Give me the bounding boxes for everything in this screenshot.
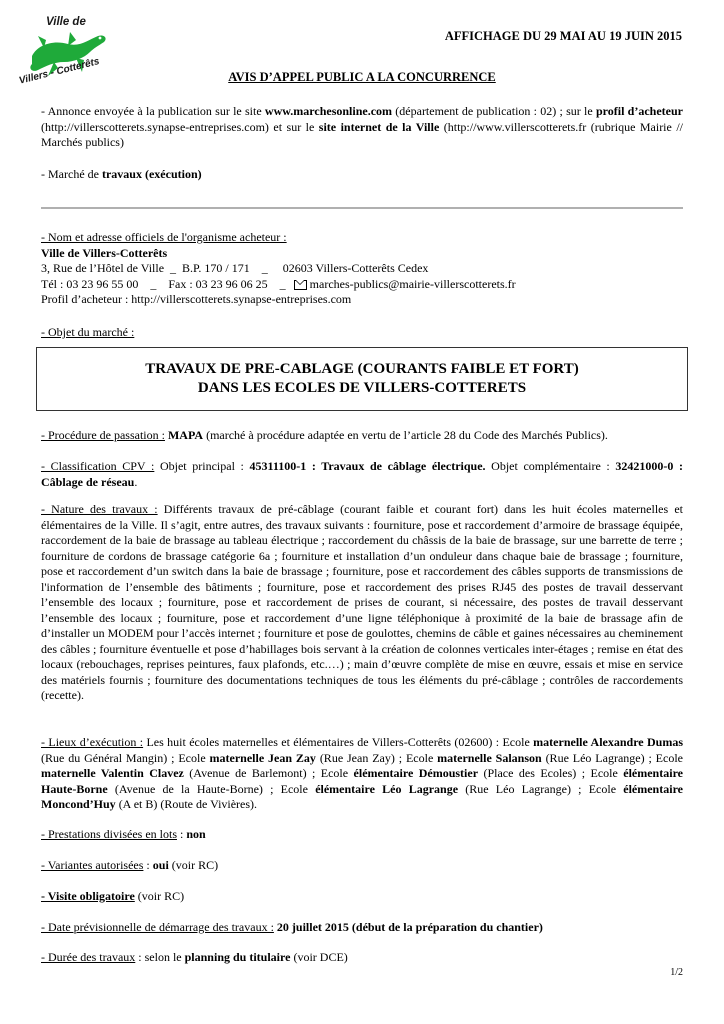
logo-text-ville: Ville de <box>46 16 86 28</box>
organisme-address: 3, Rue de l’Hôtel de Ville _ B.P. 170 / 171 _ 02603 Villers-Cotterêts Cedex <box>41 261 429 275</box>
envelope-icon <box>294 280 307 290</box>
visite-line: - Visite obligatoire (voir RC) <box>41 889 185 903</box>
lieux-paragraph: - Lieux d’exécution : Les huit écoles maternelles et élémentaires de Villers-Cotterêts (02600) : Ecole maternelle Alexandre Dumas (Rue du Général Mangin) ; Ecole maternelle Jean Zay (Rue Jean Zay) ; Ecole maternelle Salanson (Rue Léo Lagrange) ; Ecole maternelle Valentin Clavez (Avenue de Barlemont) ; Ecole élémentaire Démoustier (Place des Ecoles) ; Ecole élémentaire Haute-Borne (Avenue de la Haute-Borne) ; Ecole élémentaire Léo Lagrange (Rue Léo Lagrange) ; Ecole élémentaire Moncond’Huy (A et B) (Route de Vivières). <box>41 735 684 811</box>
section-divider <box>41 207 683 209</box>
organisme-contact: Tél : 03 23 96 55 00 _ Fax : 03 23 96 06 25 _ marches-publics@mairie-villerscotterets.fr <box>41 276 516 291</box>
nature-paragraph: - Nature des travaux : Différents travaux de pré-câblage (courant faible et courant fort) dans les huit écoles maternelles et élémentaires de la Ville. Il s’agit, entre autres, des travaux suivants : fourniture, pose et raccordement d’armoire de brassage équipée, raccordement de la baie de brassage au tableau électrique ; raccordement du châssis de la baie de brassage, sur une barrette de terre ; fourniture de cordons de brassage catégorie 6a ; fourniture et installation d’un onduleur dans chaque baie de brassage ; fourniture, pose et raccordement d’un switch dans la baie de brassage ; fourniture, pose et raccordement des câbles supports de transmissions de l'information de l’ensemble des bâtiments ; fourniture, pose et raccordement des prises RJ45 des postes de travail desservant l’ensemble des locaux ; fourniture, pose et raccordement de prises de courant, si nécessaire, des postes de travail desservant l’ensemble des locaux ; fourniture, pose et raccordement d’une ligne téléphonique à proximité de la baie de brassage afin de d’installer un MODEM pour l’accès internet ; fourniture et pose de goulottes, chemins de câble et gaines nécessaires au cheminement des câbles ; fourniture éventuelle et pose d’habillages bois servant à la création de colonnes verticales inter-étages ; remise en état des locaux (rebouchages, reprises peintures, faux plafonds, etc.…) ; main d’œuvre complète de mise en œuvre, essais et mise en service des matériels fournis ; fourniture des documentations techniques de tous les éléments du pré-câblage ; contrôles de raccordements (recette). <box>41 502 683 702</box>
variantes-line: - Variantes autorisées : oui (voir RC) <box>41 858 219 872</box>
organisme-name: Ville de Villers-Cotterêts <box>41 245 168 260</box>
cpv-paragraph: - Classification CPV : Objet principal : 45311100-1 : Travaux de câblage électrique. Objet complémentaire : 32421000-0 : Câblage de réseau. <box>41 459 683 489</box>
objet-box <box>36 347 688 411</box>
annonce-paragraph: - Annonce envoyée à la publication sur le site www.marchesonline.com (département de publication : 02) ; sur le profil d’acheteur (http://villerscotterets.synapse-entreprises.com) et sur le site internet de la Ville (http://www.villerscotterets.fr (rubrique Mairie // Marchés publics) <box>41 104 683 149</box>
logo-text-villers-cotterets: Villers - Cotterêts <box>18 56 101 87</box>
date-line: - Date prévisionnelle de démarrage des travaux : 20 juillet 2015 (début de la préparation du chantier) <box>41 920 543 934</box>
ville-logo <box>18 14 118 106</box>
objet-line-2: DANS LES ECOLES DE VILLERS-COTTERETS <box>197 380 527 396</box>
organisme-heading: - Nom et adresse officiels de l'organisme acheteur : <box>41 230 287 244</box>
objet-heading: - Objet du marché : <box>41 325 135 339</box>
page-number: 1/2 <box>670 967 683 978</box>
notice-title: AVIS D’APPEL PUBLIC A LA CONCURRENCE <box>228 70 496 84</box>
lots-line: - Prestations divisées en lots : non <box>41 827 206 841</box>
objet-line-1: TRAVAUX DE PRE-CABLAGE (COURANTS FAIBLE ET FORT) <box>145 361 579 377</box>
duree-line: - Durée des travaux : selon le planning du titulaire (voir DCE) <box>41 950 348 964</box>
organisme-profil: Profil d’acheteur : http://villerscotterets.synapse-entreprises.com <box>41 292 352 306</box>
procedure-paragraph: - Procédure de passation : MAPA (marché à procédure adaptée en vertu de l’article 28 du Code des Marchés Publics). <box>41 428 608 442</box>
organisme-section <box>41 230 683 308</box>
marche-type: - Marché de travaux (exécution) <box>41 167 202 181</box>
affichage-dates: AFFICHAGE DU 29 MAI AU 19 JUIN 2015 <box>444 29 682 43</box>
